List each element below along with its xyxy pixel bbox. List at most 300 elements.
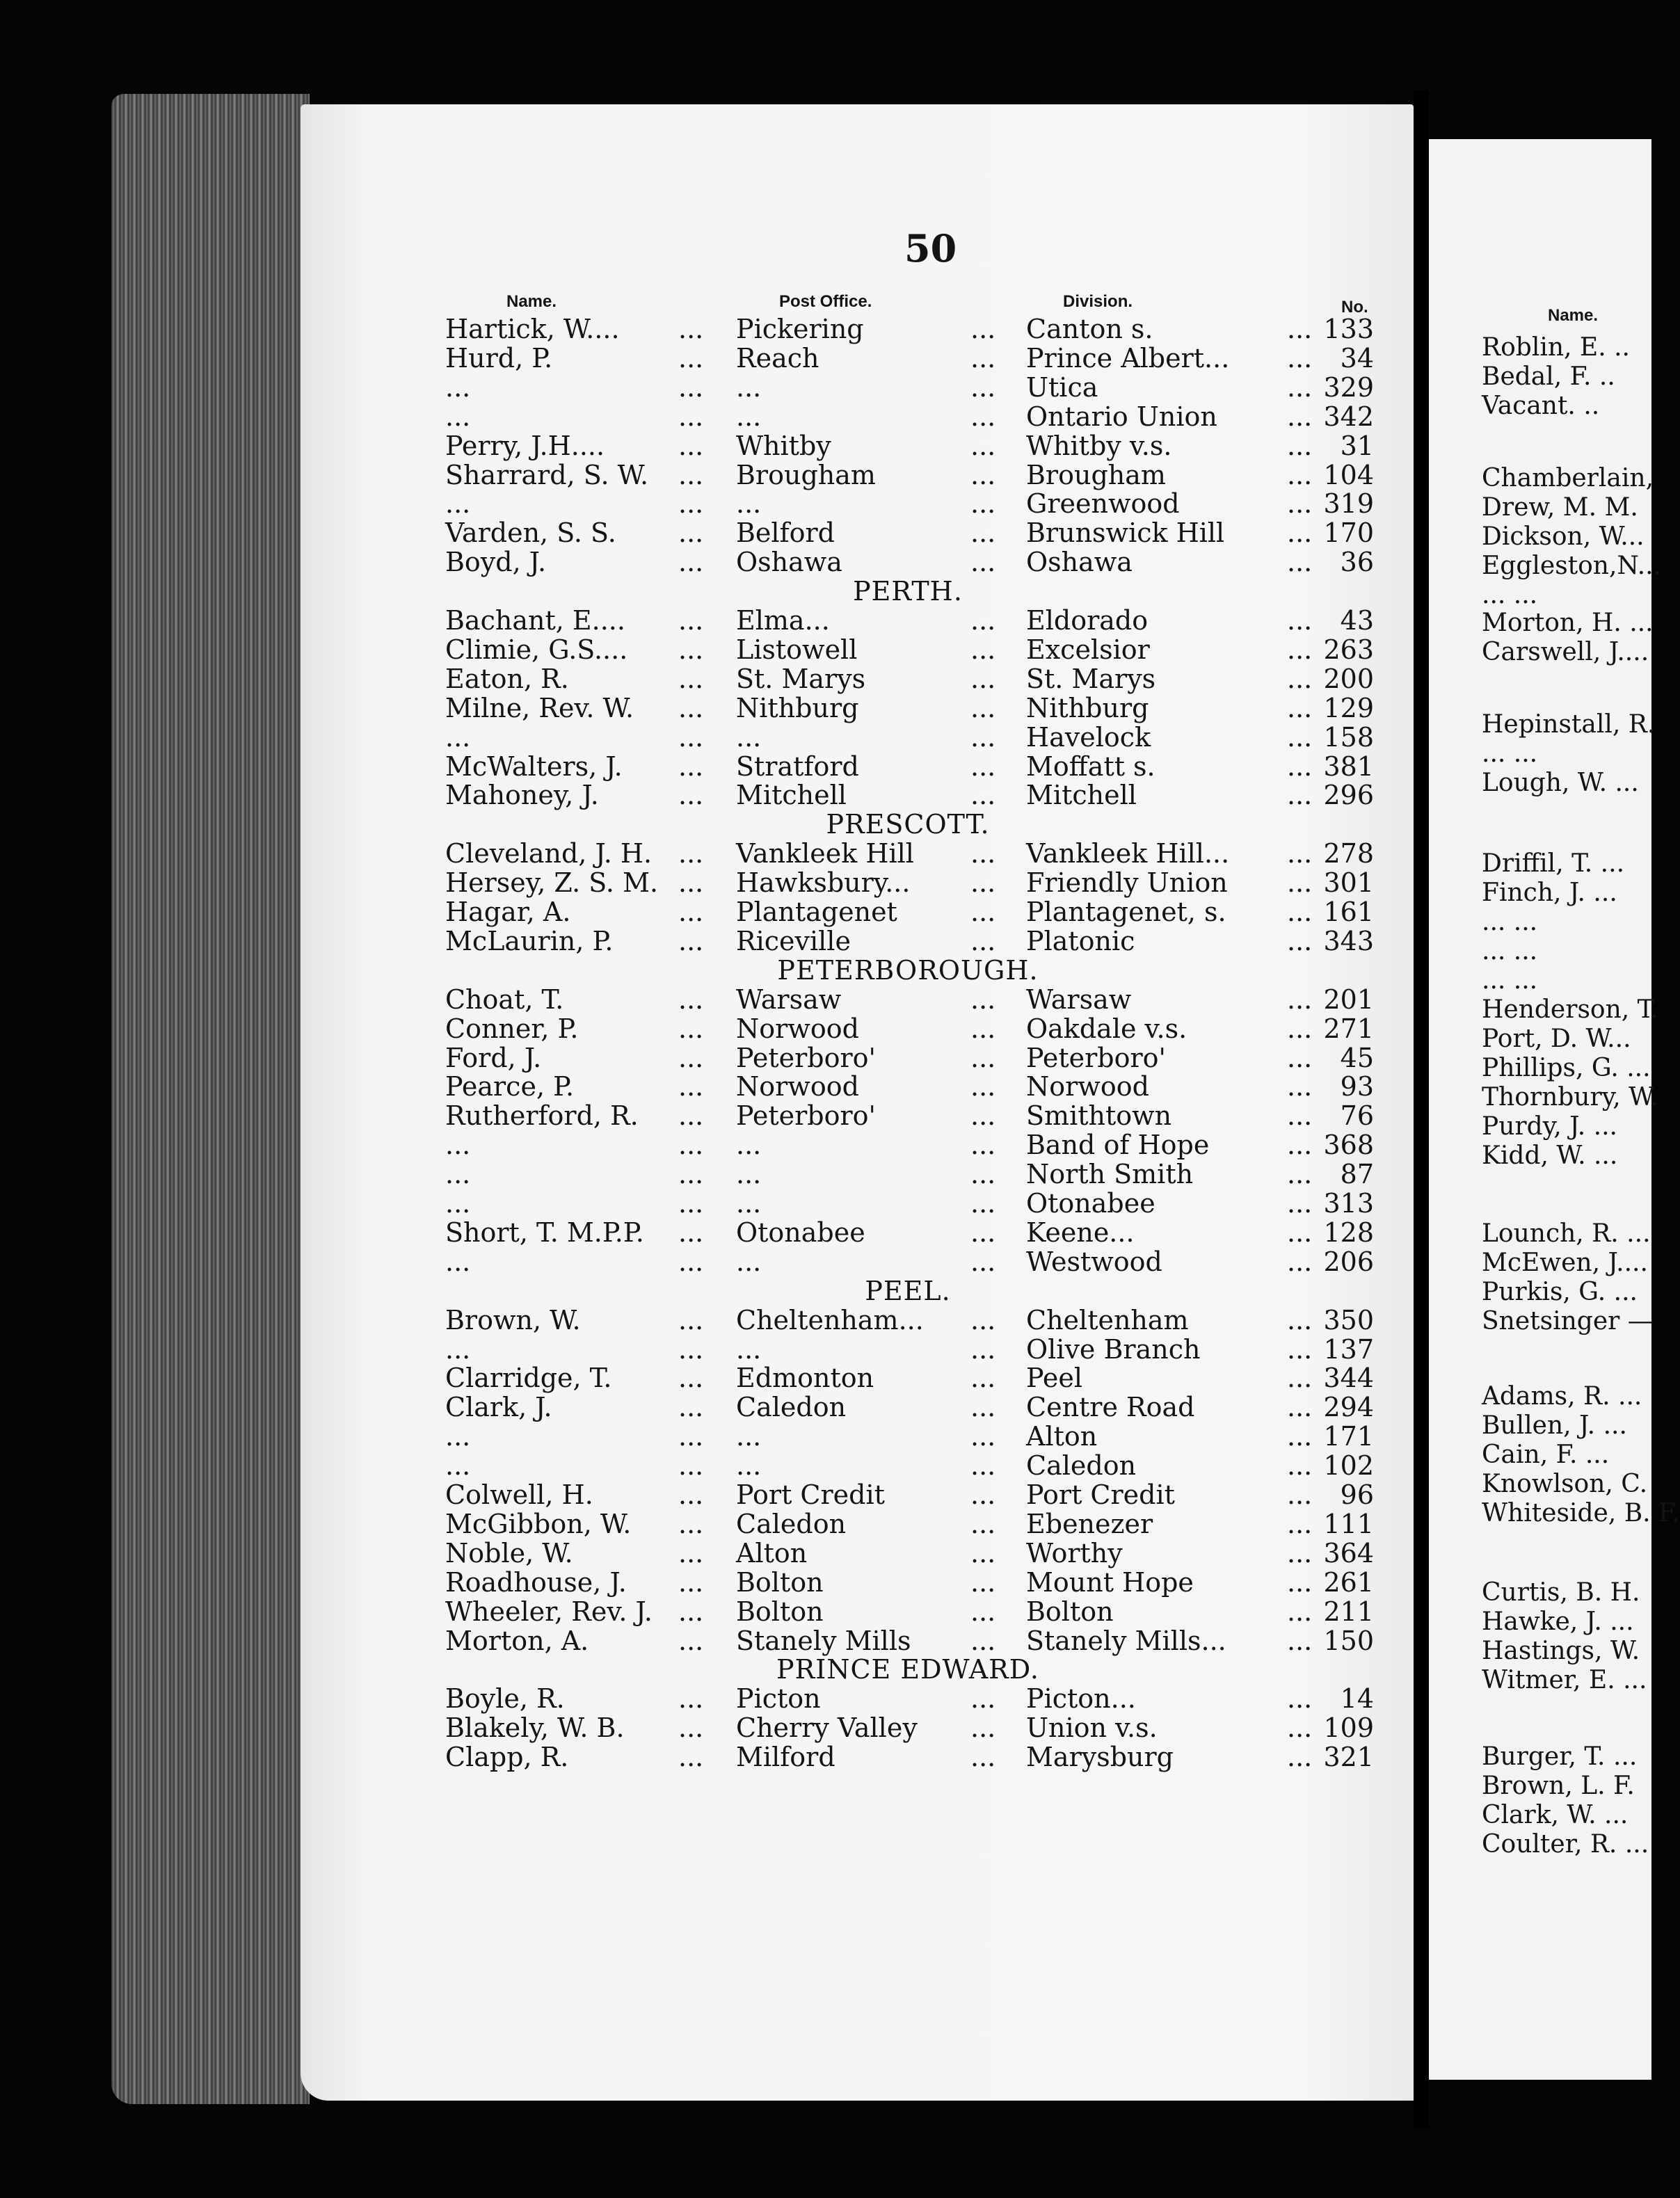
division-name: Oshawa	[1026, 547, 1133, 577]
division-name: Brunswick Hill	[1026, 518, 1225, 548]
leader-dots: ...	[678, 1305, 704, 1335]
post-office: ...	[736, 722, 762, 753]
table-row	[0, 1043, 1374, 1073]
table-row	[0, 1247, 1374, 1276]
right-list-item: Hawke, J. ...	[1482, 1607, 1634, 1636]
division-number: 263	[1323, 634, 1374, 665]
table-row	[0, 752, 1374, 781]
leader-dots: ...	[678, 518, 704, 548]
table-row	[0, 1539, 1374, 1568]
division-number: 109	[1323, 1712, 1374, 1743]
leader-dots: ...	[678, 1742, 704, 1772]
table-row	[0, 1422, 1374, 1451]
leader-dots: ...	[970, 634, 996, 665]
division-name: Whitby v.s.	[1026, 431, 1172, 461]
table-row	[0, 1306, 1374, 1335]
right-list-item: Burger, T. ...	[1482, 1742, 1638, 1771]
leader-dots: ...	[970, 867, 996, 898]
member-name: Blakely, W. B.	[445, 1712, 625, 1743]
member-name: Rutherford, R.	[445, 1100, 639, 1131]
table-row	[0, 1684, 1374, 1713]
leader-dots: ...	[1287, 1742, 1313, 1772]
leader-dots: ...	[678, 1596, 704, 1627]
right-list-item: Purdy, J. ...	[1482, 1112, 1617, 1141]
division-name: Nithburg	[1026, 693, 1149, 723]
division-number: 93	[1340, 1071, 1374, 1102]
right-list-item: Adams, R. ...	[1482, 1382, 1642, 1411]
division-name: Stanely Mills...	[1026, 1626, 1226, 1656]
leader-dots: ...	[970, 838, 996, 869]
post-office: ...	[736, 1188, 762, 1219]
division-name: Worthy	[1026, 1538, 1123, 1569]
division-name: Picton...	[1026, 1683, 1136, 1714]
post-office: ...	[736, 1334, 762, 1365]
right-list-item: Eggleston,N...	[1482, 552, 1661, 580]
table-row	[0, 723, 1374, 752]
leader-dots: ...	[970, 1246, 996, 1277]
leader-dots: ...	[1287, 838, 1313, 869]
division-name: Greenwood	[1026, 488, 1180, 519]
table-row	[0, 1189, 1374, 1218]
right-list-item: Vacant. ..	[1482, 392, 1600, 420]
division-name: Peterboro'	[1026, 1043, 1166, 1073]
table-row	[0, 1014, 1374, 1043]
table-row	[0, 839, 1374, 868]
leader-dots: ...	[1287, 1013, 1313, 1044]
division-number: 137	[1323, 1334, 1374, 1365]
division-name: Havelock	[1026, 722, 1151, 753]
right-list-item: Kidd, W. ...	[1482, 1141, 1618, 1170]
member-name: Pearce, P.	[445, 1071, 575, 1102]
table-row	[0, 402, 1374, 431]
right-list-item: Snetsinger —	[1482, 1307, 1653, 1335]
leader-dots: ...	[1287, 867, 1313, 898]
table-row	[0, 431, 1374, 460]
division-number: 344	[1323, 1363, 1374, 1393]
member-name: Eaton, R.	[445, 664, 569, 694]
table-row	[0, 780, 1374, 810]
section-heading: PERTH.	[853, 576, 963, 607]
leader-dots: ...	[678, 1538, 704, 1569]
header-post-office: Post Office.	[779, 292, 872, 311]
leader-dots: ...	[1287, 1712, 1313, 1743]
leader-dots: ...	[1287, 401, 1313, 432]
member-name: Bachant, E....	[445, 605, 625, 636]
leader-dots: ...	[1287, 1130, 1313, 1160]
leader-dots: ...	[678, 1363, 704, 1393]
right-list-item: Clark, W. ...	[1482, 1801, 1629, 1829]
leader-dots: ...	[678, 897, 704, 927]
right-list-item: Driffil, T. ...	[1482, 849, 1625, 878]
post-office: Port Credit	[736, 1479, 885, 1510]
leader-dots: ...	[1287, 372, 1313, 403]
member-name: Ford, J.	[445, 1043, 542, 1073]
leader-dots: ...	[1287, 984, 1313, 1015]
leader-dots: ...	[678, 488, 704, 519]
table-row	[0, 1335, 1374, 1364]
leader-dots: ...	[678, 401, 704, 432]
leader-dots: ...	[678, 1567, 704, 1598]
division-number: 128	[1323, 1217, 1374, 1248]
table-row	[0, 1451, 1374, 1480]
division-number: 200	[1323, 664, 1374, 694]
leader-dots: ...	[678, 1450, 704, 1481]
table-row	[0, 489, 1374, 518]
division-name: Keene...	[1026, 1217, 1135, 1248]
table-row	[0, 547, 1374, 577]
post-office: Mitchell	[736, 780, 847, 810]
post-office: Peterboro'	[736, 1043, 876, 1073]
division-number: 87	[1340, 1159, 1374, 1189]
post-office: Otonabee	[736, 1217, 865, 1248]
table-row	[0, 1160, 1374, 1189]
leader-dots: ...	[970, 1334, 996, 1365]
division-name: Excelsior	[1026, 634, 1150, 665]
division-number: 364	[1323, 1538, 1374, 1569]
division-number: 211	[1323, 1596, 1374, 1627]
division-number: 201	[1323, 984, 1374, 1015]
leader-dots: ...	[970, 1742, 996, 1772]
division-number: 161	[1323, 897, 1374, 927]
division-number: 34	[1340, 343, 1374, 374]
leader-dots: ...	[970, 751, 996, 782]
member-name: ...	[445, 1450, 471, 1481]
division-name: Ebenezer	[1026, 1509, 1153, 1539]
post-office: Picton	[736, 1683, 821, 1714]
leader-dots: ...	[970, 1363, 996, 1393]
leader-dots: ...	[970, 1538, 996, 1569]
leader-dots: ...	[1287, 1246, 1313, 1277]
leader-dots: ...	[1287, 1188, 1313, 1219]
member-name: Roadhouse, J.	[445, 1567, 627, 1598]
right-list-item: ... ...	[1482, 908, 1538, 936]
leader-dots: ...	[678, 693, 704, 723]
leader-dots: ...	[678, 1421, 704, 1452]
post-office: Nithburg	[736, 693, 859, 723]
member-name: ...	[445, 1334, 471, 1365]
leader-dots: ...	[1287, 314, 1313, 344]
division-number: 294	[1323, 1392, 1374, 1422]
post-office: Oshawa	[736, 547, 842, 577]
member-name: Clarridge, T.	[445, 1363, 612, 1393]
leader-dots: ...	[970, 605, 996, 636]
table-row	[0, 1742, 1374, 1772]
right-list-item: Bullen, J. ...	[1482, 1411, 1627, 1440]
member-name: Mahoney, J.	[445, 780, 599, 810]
post-office: Brougham	[736, 460, 876, 490]
post-office: Bolton	[736, 1567, 824, 1598]
post-office: Riceville	[736, 926, 851, 956]
division-number: 45	[1340, 1043, 1374, 1073]
division-number: 319	[1323, 488, 1374, 519]
leader-dots: ...	[678, 838, 704, 869]
leader-dots: ...	[970, 1596, 996, 1627]
post-office: Hawksbury...	[736, 867, 911, 898]
section-heading: PRESCOTT.	[826, 809, 990, 840]
member-name: ...	[445, 401, 471, 432]
right-list-item: ... ...	[1482, 966, 1538, 995]
post-office: Caledon	[736, 1392, 847, 1422]
member-name: Varden, S. S.	[445, 518, 616, 548]
leader-dots: ...	[1287, 722, 1313, 753]
leader-dots: ...	[678, 926, 704, 956]
leader-dots: ...	[1287, 897, 1313, 927]
post-office: Listowell	[736, 634, 858, 665]
right-list-item: ... ...	[1482, 739, 1538, 768]
leader-dots: ...	[970, 314, 996, 344]
leader-dots: ...	[970, 1450, 996, 1481]
leader-dots: ...	[1287, 547, 1313, 577]
leader-dots: ...	[678, 867, 704, 898]
leader-dots: ...	[1287, 1683, 1313, 1714]
table-row	[0, 344, 1374, 373]
leader-dots: ...	[678, 372, 704, 403]
division-name: Oakdale v.s.	[1026, 1013, 1187, 1044]
leader-dots: ...	[678, 1217, 704, 1248]
division-number: 102	[1323, 1450, 1374, 1481]
post-office: Pickering	[736, 314, 864, 344]
leader-dots: ...	[1287, 693, 1313, 723]
post-office: Milford	[736, 1742, 835, 1772]
leader-dots: ...	[970, 1567, 996, 1598]
table-row	[0, 1509, 1374, 1539]
leader-dots: ...	[678, 722, 704, 753]
right-list-item: Lounch, R. ...	[1482, 1219, 1651, 1248]
member-name: Hersey, Z. S. M.	[445, 867, 659, 898]
member-name: ...	[445, 722, 471, 753]
leader-dots: ...	[1287, 780, 1313, 810]
post-office: Vankleek Hill	[736, 838, 914, 869]
member-name: Sharrard, S. W.	[445, 460, 649, 490]
leader-dots: ...	[1287, 1626, 1313, 1656]
leader-dots: ...	[678, 1626, 704, 1656]
leader-dots: ...	[1287, 1450, 1313, 1481]
right-list-item: ... ...	[1482, 937, 1538, 965]
division-name: Warsaw	[1026, 984, 1132, 1015]
leader-dots: ...	[970, 722, 996, 753]
right-list-item: Coulter, R. ...	[1482, 1830, 1649, 1859]
right-list-item: Finch, J. ...	[1482, 879, 1617, 907]
right-list-item: Phillips, G. ...	[1482, 1054, 1651, 1082]
leader-dots: ...	[678, 1013, 704, 1044]
division-number: 170	[1323, 518, 1374, 548]
post-office: ...	[736, 1159, 762, 1189]
leader-dots: ...	[970, 372, 996, 403]
right-list-item: Henderson, T.	[1482, 995, 1658, 1024]
table-row	[0, 985, 1374, 1014]
member-name: ...	[445, 1130, 471, 1160]
leader-dots: ...	[970, 401, 996, 432]
leader-dots: ...	[970, 518, 996, 548]
leader-dots: ...	[1287, 1217, 1313, 1248]
member-name: Brown, W.	[445, 1305, 581, 1335]
table-row	[0, 1480, 1374, 1509]
member-name: ...	[445, 372, 471, 403]
division-name: Peel	[1026, 1363, 1082, 1393]
division-name: North Smith	[1026, 1159, 1194, 1189]
table-row	[0, 926, 1374, 956]
leader-dots: ...	[1287, 1567, 1313, 1598]
post-office: St. Marys	[736, 664, 866, 694]
post-office: Norwood	[736, 1071, 859, 1102]
leader-dots: ...	[678, 1683, 704, 1714]
leader-dots: ...	[1287, 1421, 1313, 1452]
division-number: 129	[1323, 693, 1374, 723]
division-name: Otonabee	[1026, 1188, 1155, 1219]
member-name: ...	[445, 1159, 471, 1189]
division-number: 301	[1323, 867, 1374, 898]
division-name: Bolton	[1026, 1596, 1114, 1627]
header-name: Name.	[506, 292, 557, 311]
leader-dots: ...	[970, 664, 996, 694]
division-number: 31	[1340, 431, 1374, 461]
division-name: Westwood	[1026, 1246, 1162, 1277]
table-row	[0, 373, 1374, 402]
leader-dots: ...	[970, 343, 996, 374]
leader-dots: ...	[970, 1013, 996, 1044]
table-row	[0, 1130, 1374, 1160]
leader-dots: ...	[678, 664, 704, 694]
right-list-item: Curtis, B. H.	[1482, 1578, 1640, 1607]
division-name: Norwood	[1026, 1071, 1149, 1102]
division-name: Ontario Union	[1026, 401, 1217, 432]
right-list-item: Hepinstall, R.	[1482, 710, 1656, 739]
right-list-item: Brown, L. F.	[1482, 1772, 1635, 1800]
post-office: Peterboro'	[736, 1100, 876, 1131]
leader-dots: ...	[1287, 488, 1313, 519]
leader-dots: ...	[678, 431, 704, 461]
leader-dots: ...	[970, 1479, 996, 1510]
leader-dots: ...	[678, 984, 704, 1015]
right-list-item: Whiteside, B. F.	[1482, 1499, 1680, 1527]
leader-dots: ...	[1287, 460, 1313, 490]
member-name: McLaurin, P.	[445, 926, 614, 956]
leader-dots: ...	[678, 343, 704, 374]
leader-dots: ...	[1287, 1159, 1313, 1189]
member-name: Boyd, J.	[445, 547, 547, 577]
leader-dots: ...	[678, 1130, 704, 1160]
post-office: ...	[736, 372, 762, 403]
section-heading: PEEL.	[865, 1276, 951, 1306]
leader-dots: ...	[1287, 431, 1313, 461]
right-list-item: Lough, W. ...	[1482, 769, 1639, 797]
division-number: 271	[1323, 1013, 1374, 1044]
table-row	[0, 1218, 1374, 1247]
table-row	[0, 1101, 1374, 1130]
header-no: No.	[1341, 298, 1368, 316]
leader-dots: ...	[970, 1043, 996, 1073]
table-row	[0, 868, 1374, 897]
post-office: Elma...	[736, 605, 830, 636]
post-office: Cherry Valley	[736, 1712, 918, 1743]
table-row	[0, 1713, 1374, 1742]
leader-dots: ...	[678, 1071, 704, 1102]
member-name: Hurd, P.	[445, 343, 553, 374]
division-name: Plantagenet, s.	[1026, 897, 1226, 927]
division-number: 36	[1340, 547, 1374, 577]
division-name: Caledon	[1026, 1450, 1137, 1481]
post-office: Cheltenham...	[736, 1305, 924, 1335]
division-number: 171	[1323, 1421, 1374, 1452]
member-name: ...	[445, 1188, 471, 1219]
division-name: Port Credit	[1026, 1479, 1175, 1510]
division-name: Platonic	[1026, 926, 1135, 956]
member-name: Choat, T.	[445, 984, 564, 1015]
division-number: 96	[1340, 1479, 1374, 1510]
table-row	[0, 897, 1374, 926]
member-name: Perry, J.H....	[445, 431, 605, 461]
right-list-item: ... ...	[1482, 581, 1538, 609]
division-number: 296	[1323, 780, 1374, 810]
section-heading: PRINCE EDWARD.	[776, 1654, 1039, 1685]
right-list-item: Purkis, G. ...	[1482, 1278, 1638, 1306]
leader-dots: ...	[1287, 1100, 1313, 1131]
leader-dots: ...	[678, 780, 704, 810]
right-list-item: Hastings, W.	[1482, 1637, 1640, 1665]
right-list-item: Port, D. W...	[1482, 1025, 1631, 1053]
member-name: Clark, J.	[445, 1392, 552, 1422]
section-heading: PETERBOROUGH.	[777, 955, 1039, 986]
leader-dots: ...	[970, 1100, 996, 1131]
leader-dots: ...	[1287, 518, 1313, 548]
member-name: McWalters, J.	[445, 751, 623, 782]
leader-dots: ...	[1287, 634, 1313, 665]
leader-dots: ...	[1287, 1479, 1313, 1510]
leader-dots: ...	[678, 1392, 704, 1422]
division-name: Friendly Union	[1026, 867, 1228, 898]
division-name: Eldorado	[1026, 605, 1149, 636]
leader-dots: ...	[970, 1188, 996, 1219]
right-list-item: Knowlson, C.	[1482, 1470, 1648, 1498]
member-name: ...	[445, 1246, 471, 1277]
right-list-item: Witmer, E. ...	[1482, 1666, 1647, 1694]
leader-dots: ...	[970, 1305, 996, 1335]
table-row	[0, 1393, 1374, 1422]
post-office: Reach	[736, 343, 819, 374]
post-office: Stanely Mills	[736, 1626, 911, 1656]
division-number: 43	[1340, 605, 1374, 636]
division-name: Utica	[1026, 372, 1098, 403]
table-row	[0, 314, 1374, 344]
division-number: 342	[1323, 401, 1374, 432]
member-name: Short, T. M.P.P.	[445, 1217, 644, 1248]
member-name: Climie, G.S....	[445, 634, 628, 665]
leader-dots: ...	[678, 1100, 704, 1131]
leader-dots: ...	[970, 780, 996, 810]
leader-dots: ...	[970, 1509, 996, 1539]
division-number: 313	[1323, 1188, 1374, 1219]
post-office: Belford	[736, 518, 835, 548]
right-list-item: Bedal, F. ..	[1482, 362, 1615, 391]
member-name: Hagar, A.	[445, 897, 571, 927]
post-office: ...	[736, 1130, 762, 1160]
leader-dots: ...	[970, 1130, 996, 1160]
division-name: Moffatt s.	[1026, 751, 1155, 782]
leader-dots: ...	[1287, 1538, 1313, 1569]
post-office: Whitby	[736, 431, 831, 461]
leader-dots: ...	[1287, 1071, 1313, 1102]
table-row	[0, 1626, 1374, 1655]
division-name: Vankleek Hill...	[1026, 838, 1230, 869]
right-list-item: Chamberlain,	[1482, 464, 1654, 492]
member-name: Wheeler, Rev. J.	[445, 1596, 653, 1627]
division-number: 150	[1323, 1626, 1374, 1656]
post-office: Alton	[736, 1538, 808, 1569]
leader-dots: ...	[1287, 343, 1313, 374]
leader-dots: ...	[678, 1246, 704, 1277]
table-row	[0, 518, 1374, 547]
leader-dots: ...	[970, 1217, 996, 1248]
